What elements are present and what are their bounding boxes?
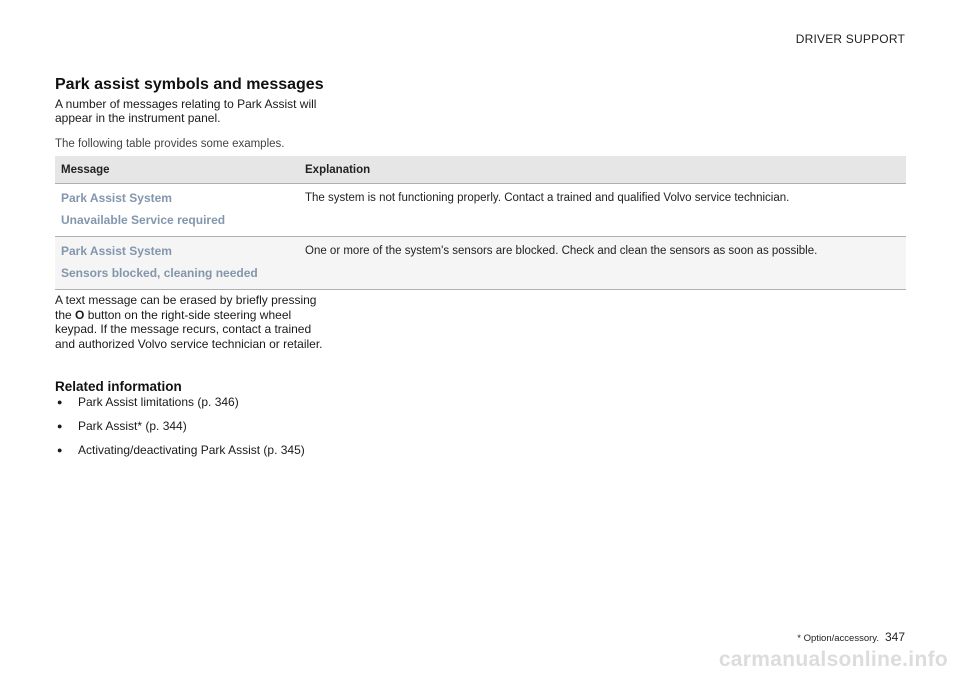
bullet-icon: ● [57,421,63,431]
related-information-list [55,396,305,468]
message-cell [55,184,299,237]
footnote: * Option/accessory. [797,633,879,644]
related-link-label: Park Assist* (p. 344) [78,419,187,433]
bullet-icon: ● [57,397,63,407]
bullet-icon: ● [57,445,63,455]
note-text-after: button on the right-side steering wheel keypad. If the message recurs, contact a trained and authorized Volvo service technician or retailer. [55,307,323,351]
column-header-message: Message [55,156,299,184]
table-header-row [55,156,906,184]
message-line: Park Assist System [61,191,172,205]
related-information-title: Related information [55,379,182,394]
page-title: Park assist symbols and messages [55,76,324,93]
related-link-label: Park Assist limitations (p. 346) [78,395,239,409]
table-row [55,237,906,290]
section-header: DRIVER SUPPORT [795,32,905,46]
explanation-cell [299,184,906,237]
page-number: 347 [884,630,905,644]
related-link[interactable] [55,396,305,409]
related-link-label: Activating/deactivating Park Assist (p. 345) [78,443,305,457]
explanation-cell [299,237,906,290]
message-line: Sensors blocked, cleaning needed [61,266,258,280]
related-link[interactable] [55,420,305,433]
table-row [55,184,906,237]
table-caption: The following table provides some examples. [55,138,285,150]
explanation-text: The system is not functioning properly. Contact a trained and qualified Volvo service technician. [305,192,790,204]
watermark: carmanualsonline.info [718,648,948,671]
o-button-label: O [75,307,85,322]
column-header-explanation: Explanation [299,156,906,184]
note-paragraph [55,293,325,351]
intro-paragraph: A number of messages relating to Park Assist will appear in the instrument panel. [55,97,317,125]
explanation-text: One or more of the system's sensors are blocked. Check and clean the sensors as soon as possible. [305,245,818,257]
note-text-before: A text message can be erased by briefly pressing the [55,293,317,322]
related-link[interactable] [55,444,305,457]
message-line: Unavailable Service required [61,213,226,227]
message-cell [55,237,299,290]
messages-table [55,156,906,290]
page-footer [797,630,905,644]
message-line: Park Assist System [61,244,172,258]
